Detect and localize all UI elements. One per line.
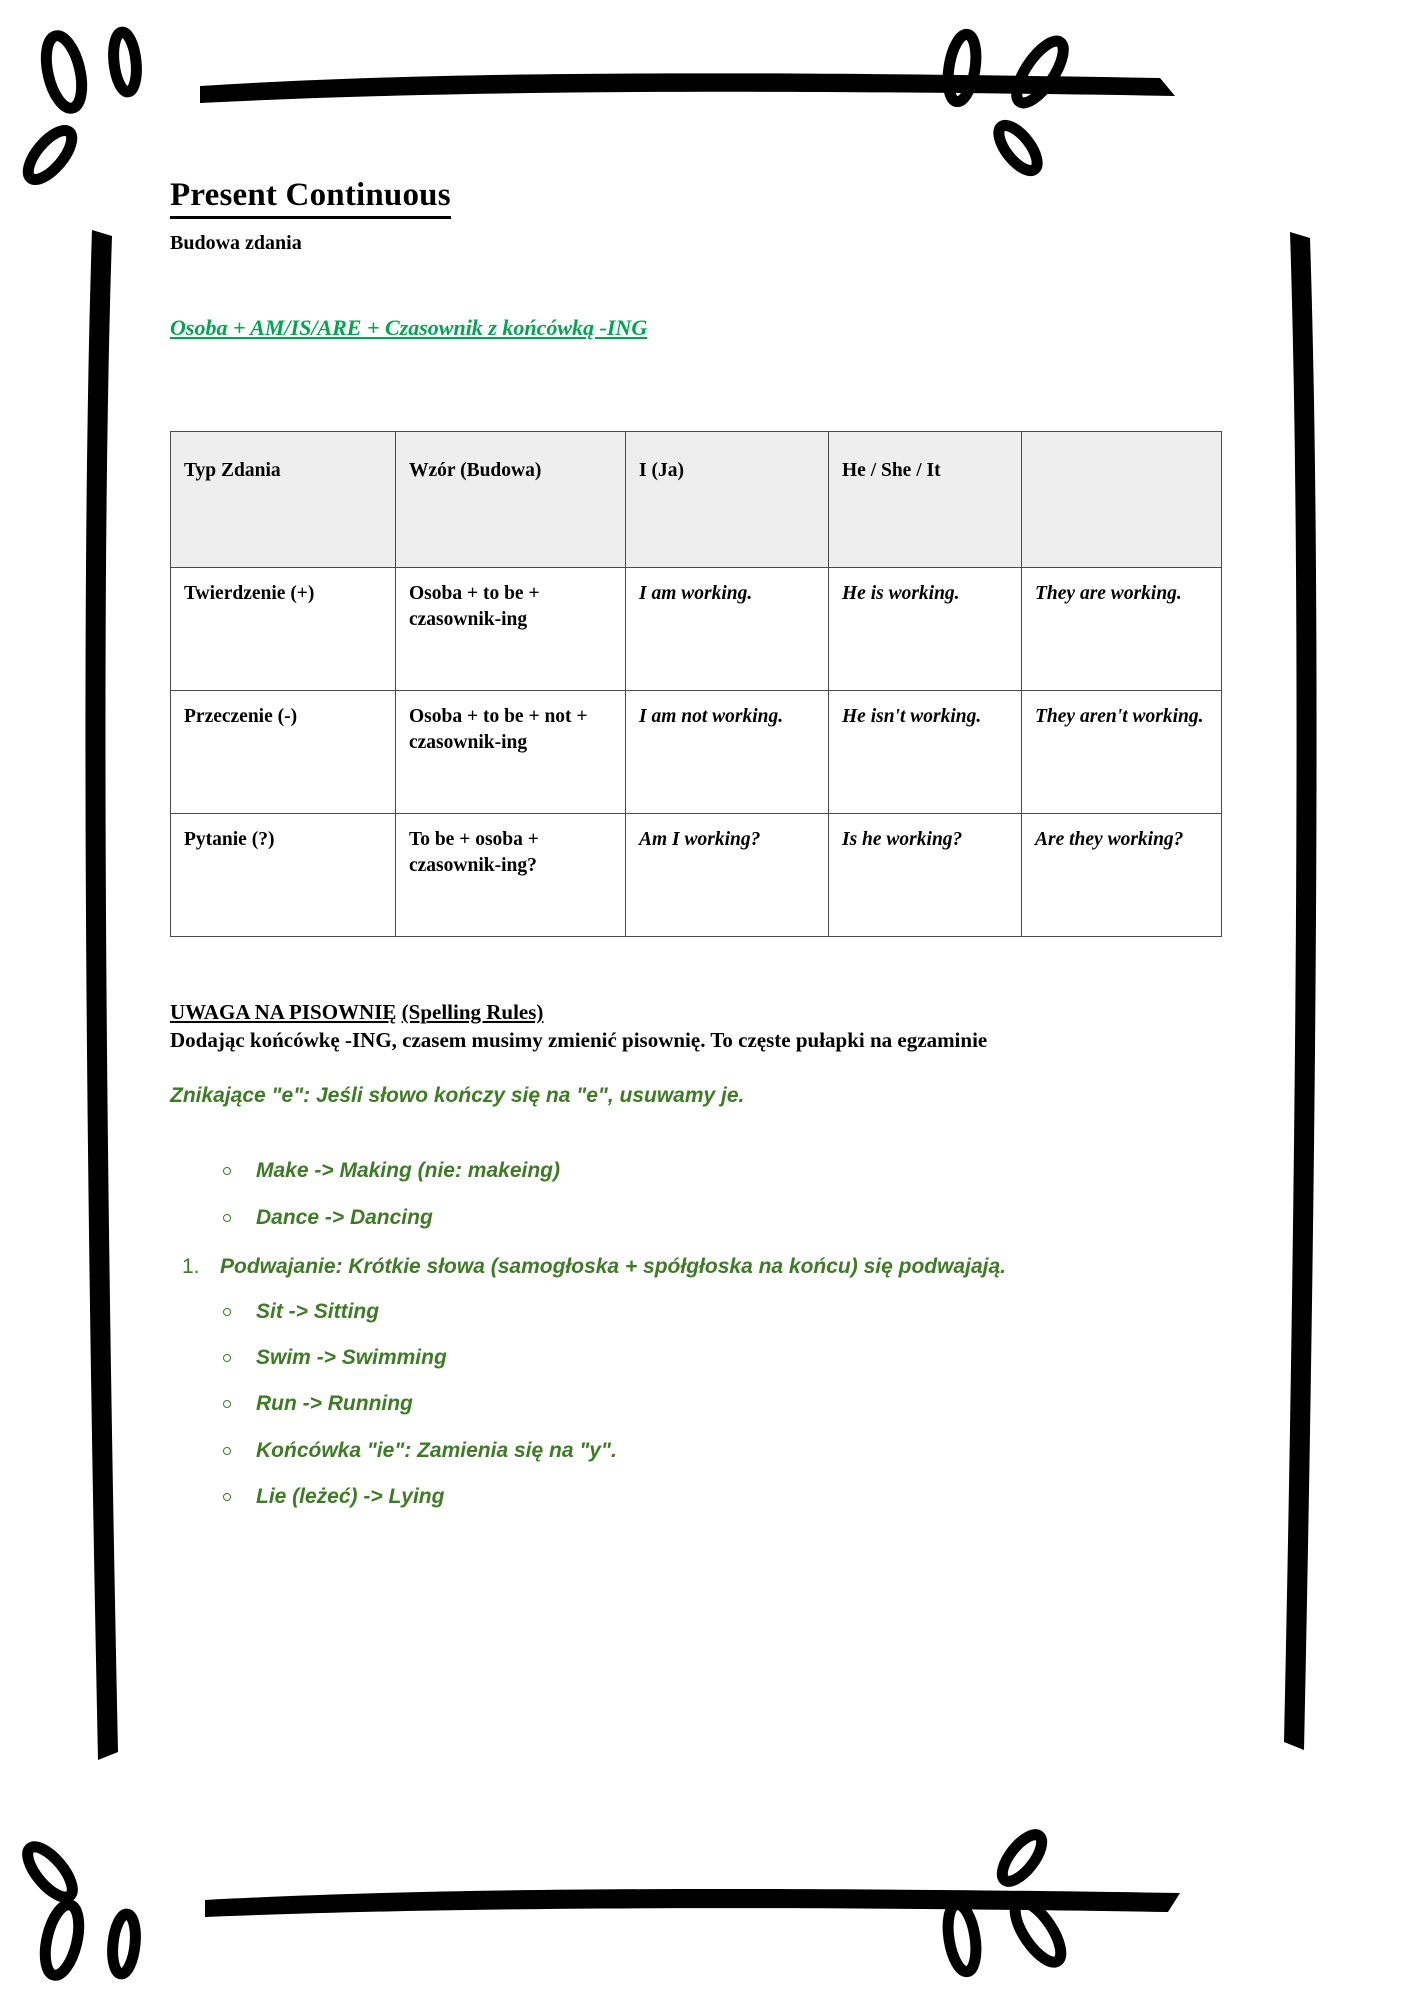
column-header-type: Typ Zdania bbox=[171, 431, 396, 567]
cell-pattern: To be + osoba + czasownik-ing? bbox=[396, 813, 626, 936]
list-item-doubling bbox=[170, 1250, 1030, 1284]
examples-list-doubling bbox=[170, 1298, 1230, 1510]
table-row bbox=[171, 813, 1222, 936]
cell-pattern: Osoba + to be + czasownik-ing bbox=[396, 567, 626, 690]
list-item-text: Podwajanie: Krótkie słowa (samogłoska + spółgłoska na końcu) się podwajają. bbox=[220, 1254, 1006, 1278]
cell-plural: They are working. bbox=[1022, 567, 1222, 690]
cell-type: Pytanie (?) bbox=[171, 813, 396, 936]
table-header-row bbox=[171, 431, 1222, 567]
present-continuous-table bbox=[170, 431, 1222, 937]
list-item: Dance -> Dancing bbox=[170, 1204, 1230, 1231]
rule-disappearing-e: Znikające "e": Jeśli słowo kończy się na "e", usuwamy je. bbox=[170, 1083, 745, 1107]
spelling-heading-paren: (Spelling Rules) bbox=[401, 999, 544, 1024]
cell-first-person: I am not working. bbox=[626, 690, 829, 813]
column-header-pattern: Wzór (Budowa) bbox=[396, 431, 626, 567]
table-row bbox=[171, 690, 1222, 813]
examples-list-e bbox=[170, 1157, 1230, 1231]
page-subtitle: Budowa zdania bbox=[170, 232, 302, 255]
spelling-heading-main: UWAGA NA PISOWNIĘ bbox=[170, 999, 397, 1024]
cell-type: Przeczenie (-) bbox=[171, 690, 396, 813]
list-item: Końcówka "ie": Zamienia się na "y". bbox=[170, 1437, 1230, 1464]
spelling-paragraph: Dodając końcówkę -ING, czasem musimy zmienić pisownię. To częste pułapki na egzaminie bbox=[170, 1028, 988, 1053]
spelling-heading bbox=[170, 1000, 1230, 1025]
page-title: Present Continuous bbox=[170, 175, 451, 219]
structure-formula: Osoba + AM/IS/ARE + Czasownik z końcówką -ING bbox=[170, 315, 648, 341]
column-header-first-person: I (Ja) bbox=[626, 431, 829, 567]
numbered-rules-list bbox=[170, 1250, 1230, 1284]
cell-plural: Are they working? bbox=[1022, 813, 1222, 936]
list-item: Run -> Running bbox=[170, 1390, 1230, 1417]
column-header-plural bbox=[1022, 431, 1222, 567]
cell-first-person: I am working. bbox=[626, 567, 829, 690]
cell-third-person: Is he working? bbox=[829, 813, 1022, 936]
cell-third-person: He is working. bbox=[829, 567, 1022, 690]
document-content bbox=[170, 175, 1230, 1529]
list-item: Swim -> Swimming bbox=[170, 1344, 1230, 1371]
cell-pattern: Osoba + to be + not + czasownik-ing bbox=[396, 690, 626, 813]
column-header-third-person: He / She / It bbox=[829, 431, 1022, 567]
list-item: Make -> Making (nie: makeing) bbox=[170, 1157, 1230, 1184]
table-row bbox=[171, 567, 1222, 690]
cell-plural: They aren't working. bbox=[1022, 690, 1222, 813]
cell-third-person: He isn't working. bbox=[829, 690, 1022, 813]
list-item: Lie (leżeć) -> Lying bbox=[170, 1483, 1230, 1510]
cell-type: Twierdzenie (+) bbox=[171, 567, 396, 690]
cell-first-person: Am I working? bbox=[626, 813, 829, 936]
list-item: Sit -> Sitting bbox=[170, 1298, 1230, 1325]
list-marker: 1. bbox=[182, 1254, 200, 1278]
